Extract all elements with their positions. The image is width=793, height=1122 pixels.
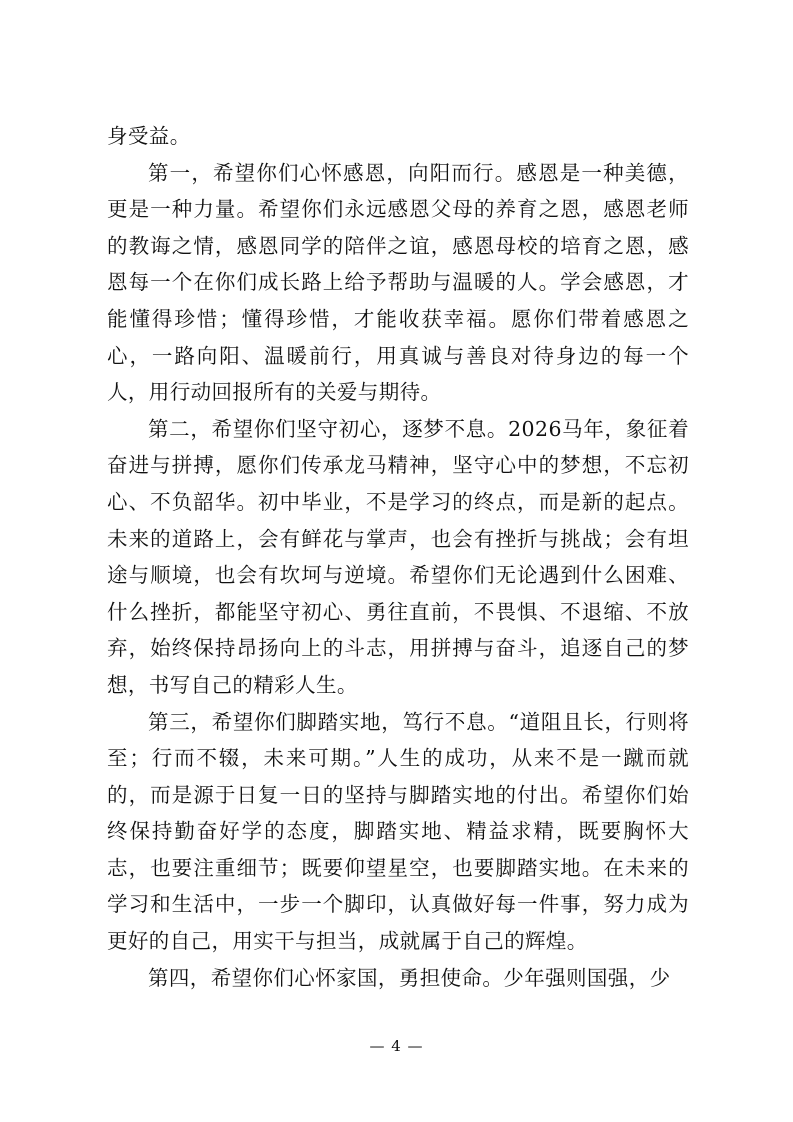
paragraph-continuation: 身受益。: [107, 124, 191, 148]
body-text: [107, 118, 689, 996]
page-number: — 4 —: [369, 1037, 424, 1055]
paragraph-fourth-hope: 第四，希望你们心怀家国，勇担使命。少年强则国强，少: [148, 965, 671, 990]
paragraph-first-hope: 第一，希望你们心怀感恩，向阳而行。感恩是一种美德，更是一种力量。希望你们永远感恩父母的养育之恩，感恩老师的教诲之情，感恩同学的陪伴之谊，感恩母校的培育之恩，感恩每一个在你们成长路上给予帮助与温暖的人。学会感恩，才能懂得珍惜；懂得珍惜，才能收获幸福。愿你们带着感恩之心，一路向阳、温暖前行，用真诚与善良对待身边的每一个人，用行动回报所有的关爱与期待。: [107, 160, 689, 405]
paragraph-third-hope: 第三，希望你们脚踏实地，笃行不息。“道阻且长，行则将至；行而不辍，未来可期。”人生的成功，从来不是一蹴而就的，而是源于日复一日的坚持与脚踏实地的付出。希望你们始终保持勤奋好学的态度，脚踏实地、精益求精，既要胸怀大志，也要注重细节；既要仰望星空，也要脚踏实地。在未来的学习和生活中，一步一个脚印，认真做好每一件事，努力成为更好的自己，用实干与担当，成就属于自己的辉煌。: [107, 709, 689, 954]
paragraph-second-hope: 第二，希望你们坚守初心，逐梦不息。2026马年，象征着奋进与拼搏，愿你们传承龙马精神，坚守心中的梦想，不忘初心、不负韶华。初中毕业，不是学习的终点，而是新的起点。未来的道路上，会有鲜花与掌声，也会有挫折与挑战；会有坦途与顺境，也会有坎坷与逆境。希望你们无论遇到什么困难、什么挫折，都能坚守初心、勇往直前，不畏惧、不退缩、不放弃，始终保持昂扬向上的斗志，用拼搏与奋斗，追逐自己的梦想，书写自己的精彩人生。: [107, 416, 689, 697]
